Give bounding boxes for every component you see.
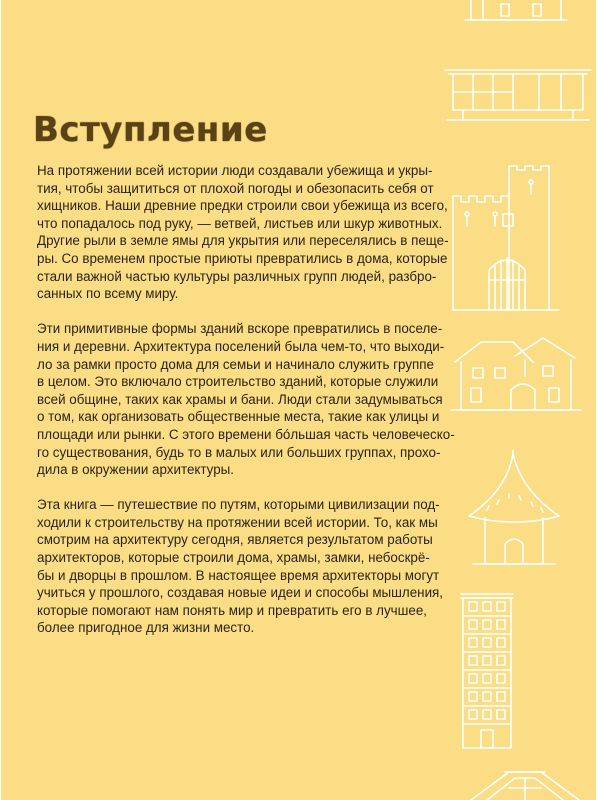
text-line: в целом. Это включало строительство зданий, которые служили [37,374,439,390]
text-line: что попадалось под руку, — ветвей, листьев или шкур животных. [37,215,443,231]
text-line: которые помогают нам понять мир и превратить его в лучшее, [37,602,428,618]
text-line: ния и деревни. Архитектура поселений была чем-то, что выходи- [37,338,445,354]
castle-icon [449,162,569,312]
text-line: стали важной частью культуры различных групп людей, разбро- [37,268,437,284]
text-line: смотрим на архитектуру сегодня, является результатом работы [37,532,433,548]
text-line: ходили к строительству на протяжении всей истории. То, как мы [37,514,438,530]
text-line: площади или рынки. С этого времени бóльшая часть человеческо- [37,426,455,442]
building-illustrations [437,0,596,800]
text-line: Другие рыли в земле ямы для укрытия или переселялись в пеще- [37,233,449,249]
text-line: ры. Со временем простые приюты превратились в дома, которые [37,250,448,266]
text-line: санных по всему миру. [37,286,179,302]
text-line: ло за рамки просто дома для семьи и начинало служить группе [37,356,434,372]
paragraph-2 [37,320,455,478]
body-text [37,162,455,655]
text-line: дила в окружении архитектуры. [37,462,235,478]
hut-icon [459,450,569,568]
book-page [1,0,596,800]
text-line: о том, как организовать общественные места, такие как улицы и [37,409,440,425]
text-line: более пригодное для жизни место. [37,620,255,636]
text-line: учиться у прошлого, создавая новые идеи и способы мышления, [37,585,444,601]
text-line: На протяжении всей истории люди создавали убежища и укры- [37,163,433,178]
text-line: го существования, будь то в малых или больших группах, прохо- [37,444,441,460]
text-line: бы и дворцы в прошлом. В настоящее время архитекторы могут [37,567,440,583]
tower-block-icon [459,590,519,750]
text-line: архитекторов, которые строили дома, храмы, замки, небоскрё- [37,550,430,566]
text-line: тия, чтобы защититься от плохой погоды и обезопасить себя от [37,180,434,196]
chalet-icon [469,764,589,800]
modern-house-icon [443,64,593,124]
villa-icon [451,330,581,414]
paragraph-1 [37,162,449,303]
text-line: хищников. Наши древние предки строили свои убежища из всего, [37,198,448,214]
text-line: Эти примитивные формы зданий вскоре превратились в поселе- [37,321,443,337]
paragraph-3 [37,496,444,637]
house-top-icon [461,0,571,24]
text-line: Эта книга — путешествие по путям, которыми цивилизации под- [37,497,440,513]
page-title: Вступление [33,110,268,150]
text-line: всей общине, таких как храмы и бани. Люди стали задумываться [37,391,443,407]
